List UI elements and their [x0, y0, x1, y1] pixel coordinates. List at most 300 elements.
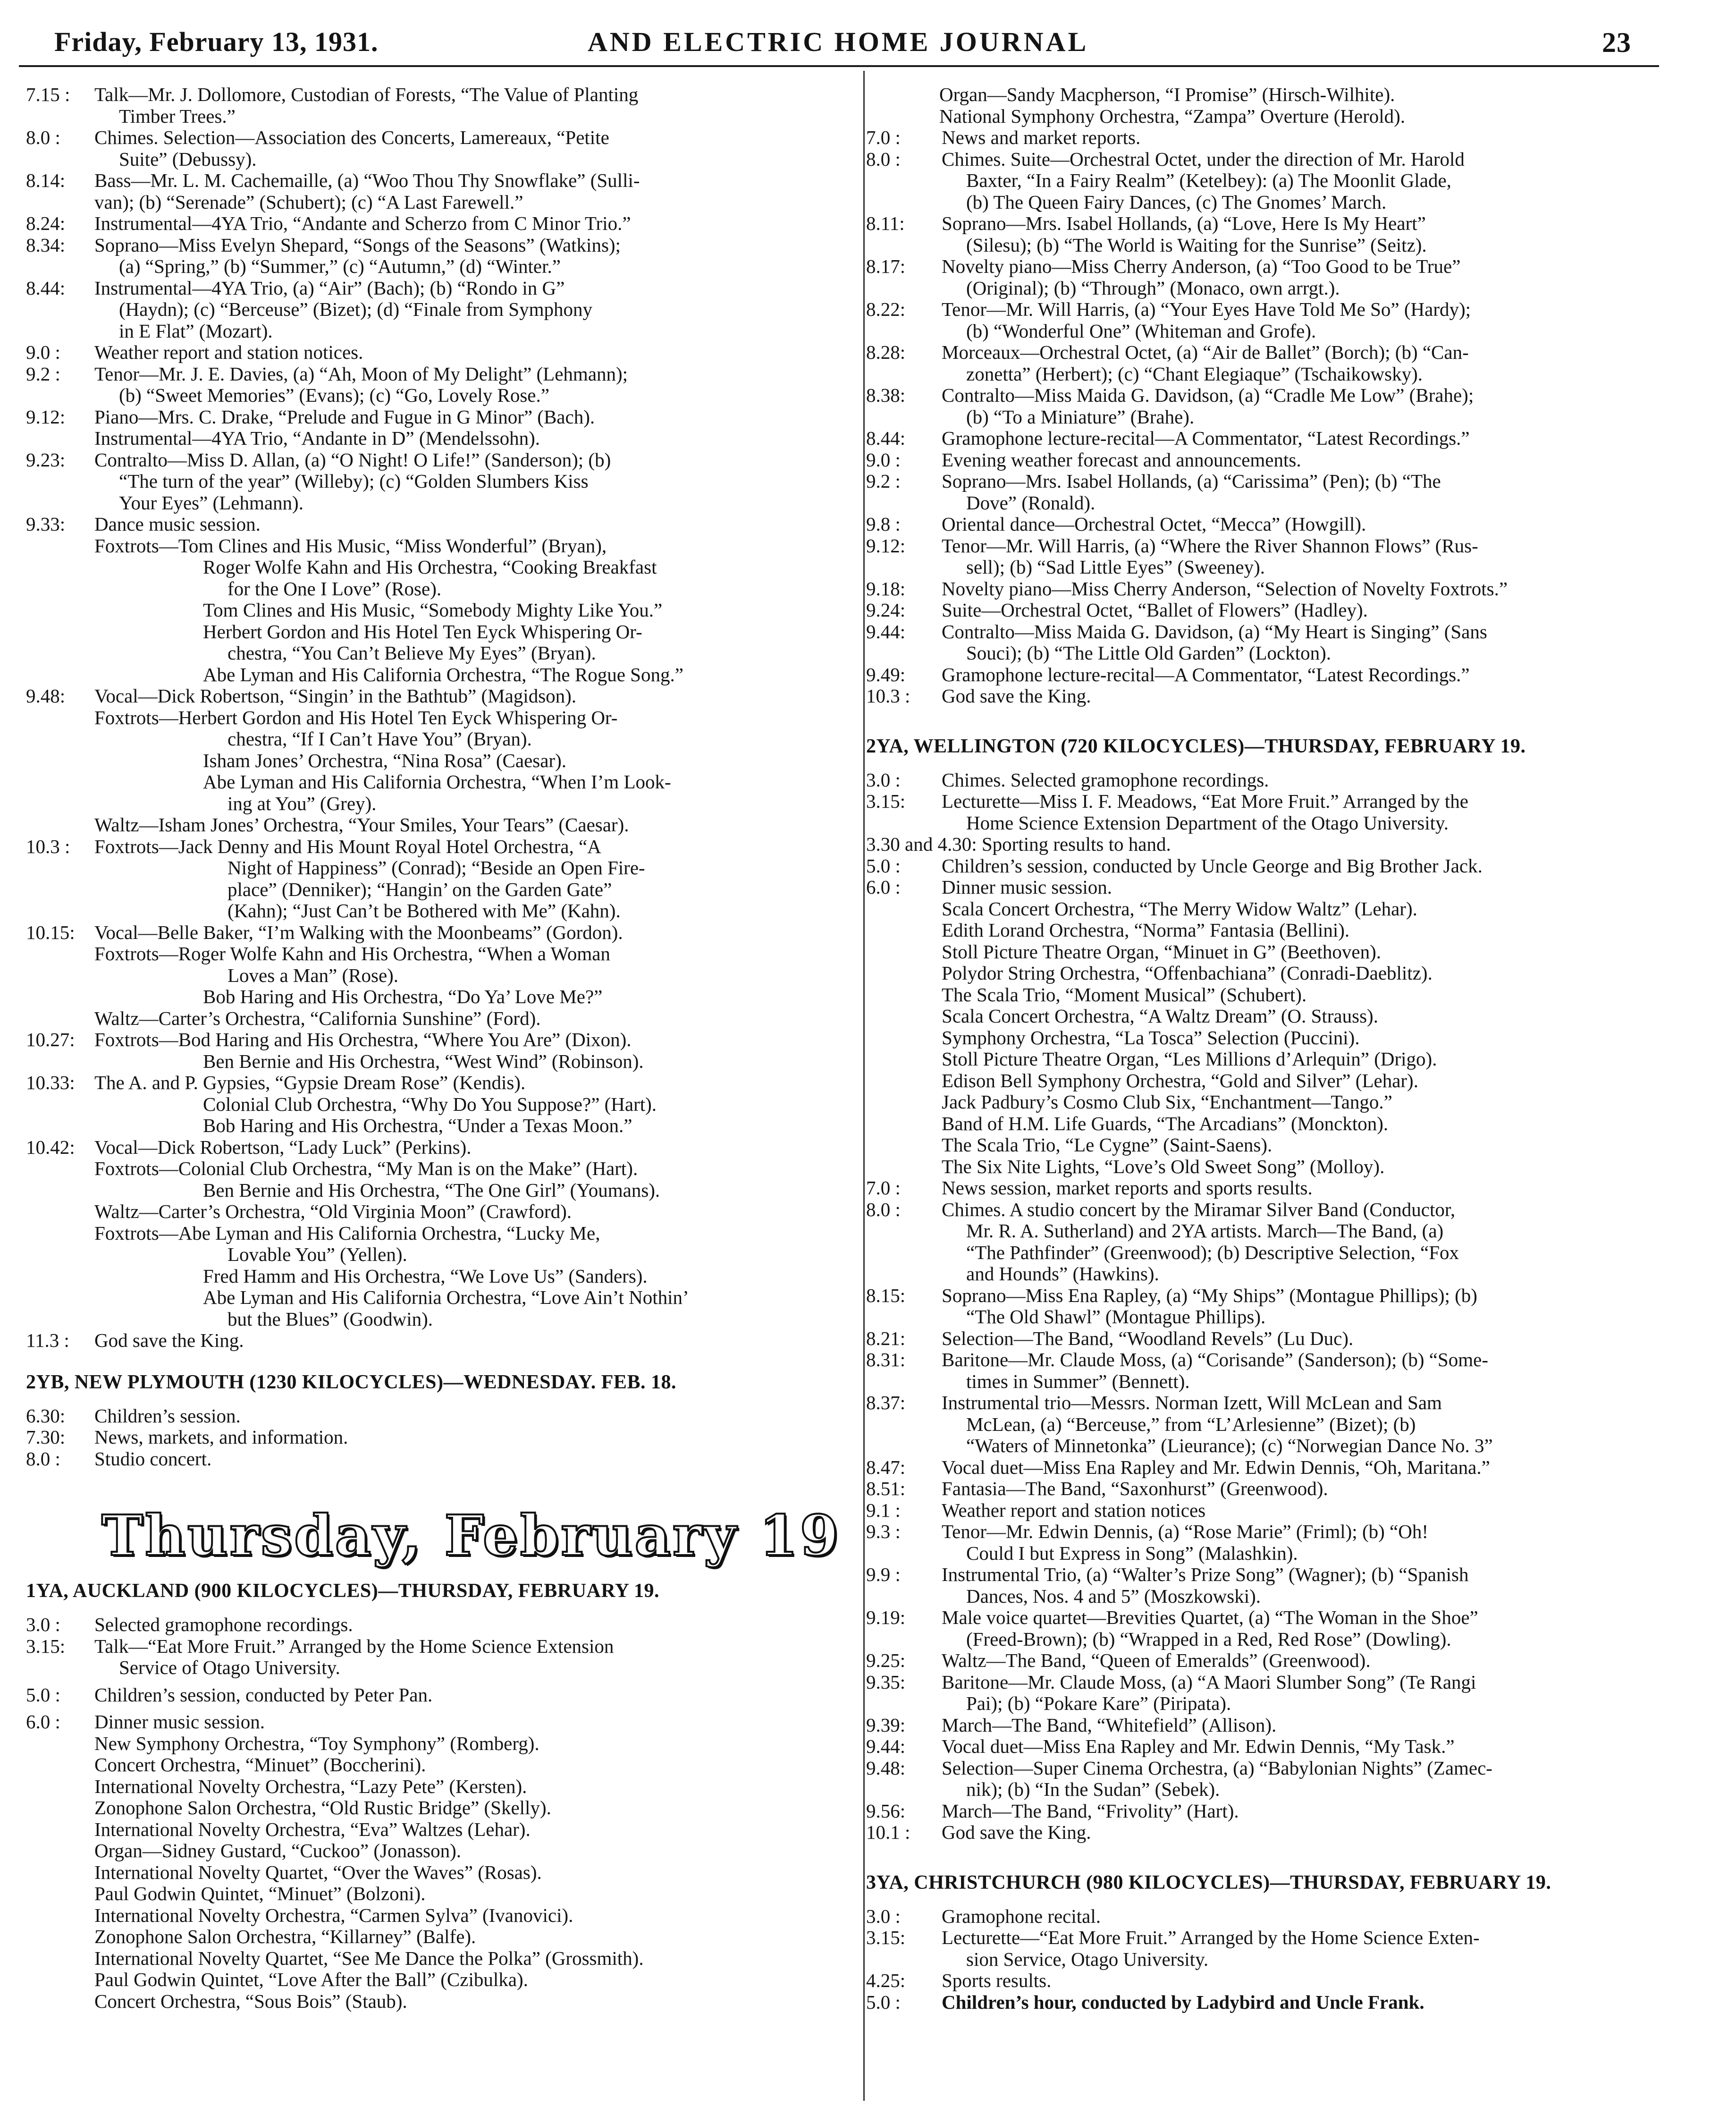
program-line: nik); (b) “In the Sudan” (Sebek).	[966, 1778, 1220, 1800]
program-line: and Hounds” (Hawkins).	[966, 1263, 1159, 1285]
program-line: International Novelty Orchestra, “Lazy Pete” (Kersten).	[94, 1775, 527, 1797]
program-entry	[866, 1736, 1650, 1758]
program-line: (Freed-Brown); (b) “Wrapped in a Red, Red Rose” (Dowling).	[966, 1628, 1451, 1650]
program-entry	[866, 621, 1650, 664]
program-line: in E Flat” (Mozart).	[119, 320, 273, 342]
program-description	[942, 1199, 1650, 1285]
program-line: Bob Haring and His Orchestra, “Do Ya’ Love Me?”	[203, 986, 603, 1007]
program-time: 9.44:	[866, 620, 910, 643]
program-description	[942, 1349, 1650, 1392]
program-time: 9.0 :	[866, 448, 906, 471]
program-time: 9.3 :	[866, 1521, 906, 1542]
program-line: Foxtrots—Colonial Club Orchestra, “My Man is on the Make” (Hart).	[94, 1158, 638, 1179]
program-time: 8.34:	[26, 234, 70, 256]
program-time: 9.12:	[26, 406, 70, 428]
program-entry	[866, 1715, 1650, 1736]
program-description	[94, 1405, 857, 1427]
program-line: The Six Nite Lights, “Love’s Old Sweet Song” (Molloy).	[942, 1155, 1385, 1177]
program-entry	[866, 1672, 1650, 1715]
program-line: Waltz—Carter’s Orchestra, “Old Virginia Moon” (Crawford).	[94, 1201, 572, 1222]
program-line: Vocal—Dick Robertson, “Singin’ in the Bathtub” (Magidson).	[94, 685, 577, 707]
program-line: Instrumental Trio, (a) “Walter’s Prize Song” (Wagner); (b) “Spanish	[942, 1564, 1469, 1585]
program-line: Could I but Express in Song” (Malashkin).	[966, 1542, 1298, 1564]
program-line: Loves a Man” (Rose).	[228, 964, 399, 986]
program-line: Service of Otago University.	[119, 1657, 340, 1678]
program-time: 9.8 :	[866, 513, 906, 535]
program-line: Pai); (b) “Pokare Kare” (Piripata).	[966, 1692, 1231, 1714]
program-line: Novelty piano—Miss Cherry Anderson, (a) “Too Good to be True”	[942, 255, 1461, 277]
program-line: Souci); (b) “The Little Old Garden” (Lockton).	[966, 642, 1331, 664]
program-entry	[866, 471, 1650, 514]
program-line: (b) “Sweet Memories” (Evans); (c) “Go, Lovely Rose.”	[119, 384, 549, 406]
program-line: Fred Hamm and His Orchestra, “We Love Us” (Sanders).	[203, 1265, 648, 1287]
program-time: 7.0 :	[866, 127, 906, 148]
program-description	[942, 342, 1650, 385]
program-entry	[866, 1500, 1650, 1522]
program-description	[942, 1500, 1650, 1522]
program-description	[942, 1285, 1650, 1328]
program-line: Instrumental—4YA Trio, “Andante in D” (Mendelssohn).	[94, 427, 540, 449]
program-line: Foxtrots—Tom Clines and His Music, “Miss Wonderful” (Bryan),	[94, 534, 607, 557]
program-line: Zonophone Salon Orchestra, “Old Rustic Bridge” (Skelly).	[94, 1797, 551, 1818]
program-entry	[866, 342, 1650, 385]
program-time: 8.47:	[866, 1456, 910, 1478]
program-description	[942, 769, 1650, 791]
spacer	[26, 1470, 857, 1503]
program-time: 9.0 :	[26, 341, 66, 363]
program-entry	[866, 1801, 1650, 1822]
spacer	[866, 758, 1650, 769]
program-time: 10.42:	[26, 1136, 80, 1158]
program-time: 9.49:	[866, 663, 910, 685]
program-description	[942, 1672, 1650, 1715]
spacer	[26, 1352, 857, 1370]
program-line: Waltz—Carter’s Orchestra, “California Sunshine” (Ford).	[94, 1007, 541, 1029]
program-time: 8.0 :	[26, 127, 66, 148]
program-line: Ben Bernie and His Orchestra, “West Wind” (Robinson).	[203, 1050, 644, 1072]
program-line: March—The Band, “Frivolity” (Hart).	[942, 1800, 1239, 1822]
program-time: 6.0 :	[866, 876, 906, 898]
program-time: 10.15:	[26, 921, 80, 943]
program-time: 7.0 :	[866, 1177, 906, 1199]
program-line: Abe Lyman and His California Orchestra, “Love Ain’t Nothin’	[203, 1286, 689, 1308]
program-line: Timber Trees.”	[119, 105, 236, 127]
program-time: 10.3 :	[866, 685, 915, 707]
program-time: 3.15:	[866, 790, 910, 812]
spacer	[26, 1569, 857, 1579]
program-time: 9.48:	[26, 685, 70, 707]
program-line: (Kahn); “Just Can’t be Bothered with Me” (Kahn).	[228, 900, 621, 922]
program-line: Gramophone lecture-recital—A Commentator, “Latest Recordings.”	[942, 427, 1470, 449]
program-line: Novelty piano—Miss Cherry Anderson, “Selection of Novelty Foxtrots.”	[942, 577, 1508, 600]
program-description	[942, 621, 1650, 664]
program-description	[94, 1636, 857, 1679]
program-description	[942, 877, 1650, 1177]
program-entry	[866, 1970, 1650, 1992]
program-time: 9.2 :	[866, 470, 906, 492]
program-entry	[26, 1137, 857, 1330]
program-time: 5.0 :	[26, 1683, 66, 1706]
program-description	[942, 1478, 1650, 1500]
program-time: 11.3 :	[26, 1329, 75, 1351]
program-line: Your Eyes” (Lehmann).	[119, 491, 303, 514]
program-line: Concert Orchestra, “Minuet” (Boccherini).	[94, 1754, 426, 1776]
program-line: Gramophone recital.	[942, 1905, 1101, 1927]
program-description	[94, 1330, 857, 1352]
spacer	[866, 1843, 1650, 1871]
program-time: 7.30:	[26, 1426, 70, 1448]
program-time: 8.51:	[866, 1478, 910, 1499]
program-line: Dance music session.	[94, 513, 261, 535]
program-line: Foxtrots—Bod Haring and His Orchestra, “Where You Are” (Dixon).	[94, 1029, 632, 1050]
program-time: 8.11:	[866, 212, 910, 234]
program-line: Waltz—The Band, “Queen of Emeralds” (Greenwood).	[942, 1649, 1371, 1671]
program-time: 10.33:	[26, 1072, 80, 1093]
program-line: Paul Godwin Quintet, “Minuet” (Bolzoni).	[94, 1883, 426, 1904]
program-time: 9.56:	[866, 1800, 910, 1822]
program-time: 3.0 :	[866, 769, 906, 791]
program-time: 9.19:	[866, 1607, 910, 1628]
program-line: The A. and P. Gypsies, “Gypsie Dream Rose” (Kendis).	[94, 1072, 526, 1093]
program-line: Foxtrots—Herbert Gordon and His Hotel Ten Eyck Whispering Or-	[94, 706, 618, 728]
program-description	[942, 1927, 1650, 1970]
program-entry	[866, 1328, 1650, 1350]
program-line: “Waters of Minnetonka” (Lieurance); (c) “Norwegian Dance No. 3”	[966, 1435, 1493, 1456]
program-entry	[866, 834, 1650, 855]
program-time: 10.1 :	[866, 1821, 915, 1843]
program-line: Selection—The Band, “Woodland Revels” (Lu Duc).	[942, 1327, 1354, 1349]
program-line: Morceaux—Orchestral Octet, (a) “Air de Ballet” (Borch); (b) “Can-	[942, 341, 1469, 363]
program-line: Isham Jones’ Orchestra, “Nina Rosa” (Caesar).	[203, 749, 566, 771]
program-entry	[26, 514, 857, 685]
program-time: 6.30:	[26, 1404, 70, 1427]
program-entry	[866, 299, 1650, 342]
program-description	[939, 84, 1650, 127]
program-entry	[866, 1285, 1650, 1328]
program-description	[942, 213, 1650, 256]
program-description	[942, 149, 1650, 213]
program-time: 8.22:	[866, 298, 910, 320]
program-description	[942, 1457, 1650, 1479]
program-line: Polydor String Orchestra, “Offenbachiana” (Conradi-Daeblitz).	[942, 962, 1433, 984]
program-time: 9.33:	[26, 513, 70, 535]
program-entry	[26, 685, 857, 836]
program-entry	[26, 1711, 857, 2012]
program-line: Tenor—Mr. Will Harris, (a) “Your Eyes Have Told Me So” (Hardy);	[942, 298, 1471, 320]
program-entry	[866, 1927, 1650, 1970]
program-description	[94, 1614, 857, 1636]
program-time: 8.0 :	[866, 1198, 906, 1220]
header-page-number: 23	[1602, 27, 1631, 58]
program-line: Tenor—Mr. Will Harris, (a) “Where the River Shannon Flows” (Rus-	[942, 534, 1478, 557]
program-description	[942, 1906, 1650, 1928]
program-entry	[866, 1177, 1650, 1199]
program-line: News session, market reports and sports results.	[942, 1177, 1313, 1199]
program-entry	[866, 428, 1650, 449]
program-line: Abe Lyman and His California Orchestra, “When I’m Look-	[203, 771, 671, 793]
program-line: (Haydn); (c) “Berceuse” (Bizet); (d) “Finale from Symphony	[119, 298, 592, 320]
program-line: Concert Orchestra, “Sous Bois” (Staub).	[94, 1990, 407, 2012]
program-line: Tenor—Mr. J. E. Davies, (a) “Ah, Moon of My Delight” (Lehmann);	[94, 363, 628, 385]
program-entry	[866, 855, 1650, 877]
program-time: 3.15:	[26, 1635, 70, 1657]
program-description	[94, 1427, 857, 1448]
program-description	[942, 1822, 1650, 1843]
program-line: Soprano—Mrs. Isabel Hollands, (a) “Carissima” (Pen); (b) “The	[942, 470, 1441, 492]
program-entry	[866, 1758, 1650, 1801]
program-line: Soprano—Mrs. Isabel Hollands, (a) “Love, Here Is My Heart”	[942, 212, 1426, 234]
program-description	[942, 1607, 1650, 1650]
program-line: Soprano—Miss Ena Rapley, (a) “My Ships” (Montague Phillips); (b)	[942, 1284, 1477, 1306]
program-description	[942, 578, 1650, 600]
program-line: Baritone—Mr. Claude Moss, (a) “A Maori Slumber Song” (Te Rangi	[942, 1671, 1476, 1693]
program-entry	[26, 170, 857, 213]
program-line: Chimes. Selected gramophone recordings.	[942, 769, 1269, 791]
program-line: Colonial Club Orchestra, “Why Do You Suppose?” (Hart).	[203, 1093, 657, 1115]
program-line: Sporting results to hand.	[981, 833, 1171, 855]
program-entry	[866, 664, 1650, 686]
program-time: 9.35:	[866, 1671, 910, 1693]
program-time: 8.28:	[866, 341, 910, 363]
program-entry	[26, 1614, 857, 1636]
program-description	[94, 127, 857, 170]
program-description	[94, 1684, 857, 1706]
program-time: 3.30 and 4.30:	[866, 833, 982, 855]
program-line: chestra, “If I Can’t Have You” (Bryan).	[228, 728, 532, 750]
program-line: Night of Happiness” (Conrad); “Beside an Open Fire-	[228, 857, 645, 879]
program-description	[942, 256, 1650, 299]
program-line: Roger Wolfe Kahn and His Orchestra, “Cooking Breakfast	[203, 556, 657, 578]
program-line: Dances, Nos. 4 and 5” (Moszkowski).	[966, 1585, 1261, 1607]
program-line: Foxtrots—Jack Denny and His Mount Royal Hotel Orchestra, “A	[94, 835, 601, 857]
program-entry	[26, 922, 857, 1030]
program-line: “The Old Shawl” (Montague Phillips).	[966, 1306, 1266, 1328]
program-entry	[26, 406, 857, 449]
program-line: McLean, (a) “Berceuse,” from “L’Arlesienne” (Bizet); (b)	[966, 1413, 1416, 1435]
program-line: Suite” (Debussy).	[119, 148, 257, 170]
program-description	[942, 1392, 1650, 1457]
program-description	[94, 84, 857, 127]
program-entry	[866, 1521, 1650, 1564]
day-title: Thursday, February 19	[101, 1503, 841, 1568]
program-line: Baxter, “In a Fairy Realm” (Ketelbey): (a) The Moonlit Glade,	[966, 169, 1451, 191]
program-entry	[866, 1607, 1650, 1650]
program-line: National Symphony Orchestra, “Zampa” Overture (Herold).	[939, 105, 1406, 127]
program-time: 8.24:	[26, 212, 70, 234]
program-line: Tom Clines and His Music, “Somebody Mighty Like You.”	[203, 599, 663, 621]
program-entry	[866, 514, 1650, 535]
program-line: Weather report and station notices	[942, 1499, 1206, 1521]
program-entry	[26, 1684, 857, 1706]
program-time: 8.0 :	[26, 1447, 66, 1470]
right-column	[866, 84, 1650, 2013]
program-description	[942, 664, 1650, 686]
program-description	[942, 1521, 1650, 1564]
program-entry	[26, 278, 857, 342]
program-entry	[866, 685, 1650, 707]
program-time: 4.25:	[866, 1970, 910, 1991]
program-description	[94, 1137, 857, 1330]
program-time: 8.44:	[866, 427, 910, 449]
program-line: Piano—Mrs. C. Drake, “Prelude and Fugue in G Minor” (Bach).	[94, 406, 595, 428]
program-description	[942, 1715, 1650, 1736]
program-entry	[866, 578, 1650, 600]
program-description	[94, 1711, 857, 2012]
program-time: 9.44:	[866, 1735, 910, 1757]
program-line: International Novelty Orchestra, “Carmen Sylva” (Ivanovici).	[94, 1904, 573, 1926]
program-description	[942, 1736, 1650, 1758]
program-line: (a) “Spring,” (b) “Summer,” (c) “Autumn,” (d) “Winter.”	[119, 255, 561, 277]
program-description	[942, 1564, 1650, 1607]
program-entry	[866, 1478, 1650, 1500]
program-line: Symphony Orchestra, “La Tosca” Selection (Puccini).	[942, 1026, 1360, 1049]
program-description	[942, 1328, 1650, 1350]
program-time: 10.3 :	[26, 835, 75, 857]
left-column	[26, 84, 857, 2012]
program-line: Studio concert.	[94, 1447, 212, 1470]
program-line: Vocal—Belle Baker, “I’m Walking with the Moonbeams” (Gordon).	[94, 921, 623, 943]
program-line: Contralto—Miss Maida G. Davidson, (a) “My Heart is Singing” (Sans	[942, 620, 1487, 643]
program-description	[94, 1072, 857, 1137]
program-line: (b) The Queen Fairy Dances, (c) The Gnomes’ March.	[966, 191, 1387, 213]
program-entry	[866, 1650, 1650, 1672]
program-line: Children’s session, conducted by Uncle George and Big Brother Jack.	[942, 854, 1483, 877]
program-line: Baritone—Mr. Claude Moss, (a) “Corisande” (Sanderson); (b) “Some-	[942, 1349, 1488, 1370]
spacer	[26, 1603, 857, 1614]
program-entry	[26, 1029, 857, 1072]
program-line: Instrumental trio—Messrs. Norman Izett, Will McLean and Sam	[942, 1392, 1442, 1413]
spacer	[866, 707, 1650, 735]
program-line: place” (Denniker); “Hangin’ on the Garden Gate”	[228, 878, 612, 900]
program-line: Stoll Picture Theatre Organ, “Minuet in G” (Beethoven).	[942, 940, 1381, 963]
program-line: News, markets, and information.	[94, 1426, 348, 1448]
program-description	[94, 836, 857, 922]
program-description	[942, 385, 1650, 428]
station-heading: 2YB, NEW PLYMOUTH (1230 KILOCYCLES)—WEDNESDAY. FEB. 18.	[26, 1371, 676, 1393]
station-heading: 2YA, WELLINGTON (720 KILOCYCLES)—THURSDAY, FEBRUARY 19.	[866, 735, 1526, 757]
program-entry	[866, 1992, 1650, 2013]
program-description	[942, 299, 1650, 342]
program-line: God save the King.	[94, 1329, 244, 1351]
program-description	[94, 213, 857, 235]
program-description	[94, 342, 857, 364]
program-description	[942, 535, 1650, 578]
program-line: Herbert Gordon and His Hotel Ten Eyck Whispering Or-	[203, 620, 642, 643]
program-entry	[866, 149, 1650, 213]
program-line: News and market reports.	[942, 127, 1141, 148]
program-description	[942, 685, 1650, 707]
program-description	[94, 1029, 857, 1072]
program-description	[94, 364, 857, 406]
program-line: Organ—Sidney Gustard, “Cuckoo” (Jonasson).	[94, 1840, 461, 1861]
program-description	[942, 1177, 1650, 1199]
program-line: Children’s session.	[94, 1404, 241, 1427]
program-description	[942, 449, 1650, 471]
program-line: (Silesu); (b) “The World is Waiting for the Sunrise” (Seitz).	[966, 234, 1427, 256]
program-line: Vocal duet—Miss Ena Rapley and Mr. Edwin Dennis, “Oh, Maritana.”	[942, 1456, 1490, 1478]
program-line: Lovable You” (Yellen).	[228, 1243, 407, 1265]
header-date: Friday, February 13, 1931.	[54, 26, 379, 57]
program-description	[94, 514, 857, 685]
spacer	[26, 1394, 857, 1405]
program-entry	[866, 600, 1650, 621]
program-time: 9.18:	[866, 577, 910, 600]
program-time: 9.48:	[866, 1757, 910, 1779]
program-line: zonetta” (Herbert); (c) “Chant Elegiaque” (Tschaikowsky).	[966, 363, 1423, 385]
program-entry	[26, 1072, 857, 1137]
program-line: Foxtrots—Abe Lyman and His California Orchestra, “Lucky Me,	[94, 1222, 600, 1244]
program-line: Tenor—Mr. Edwin Dennis, (a) “Rose Marie” (Friml); (b) “Oh!	[942, 1521, 1428, 1542]
program-line: Children’s hour, conducted by Ladybird and Uncle Frank.	[942, 1991, 1424, 2013]
program-description	[982, 834, 1650, 855]
program-time: 9.12:	[866, 534, 910, 557]
program-time: 9.24:	[866, 599, 910, 621]
program-entry	[26, 364, 857, 406]
program-time: 6.0 :	[26, 1711, 66, 1733]
program-line: The Scala Trio, “Moment Musical” (Schubert).	[942, 983, 1307, 1006]
program-line: times in Summer” (Bennett).	[966, 1370, 1190, 1392]
program-line: for the One I Love” (Rose).	[228, 577, 442, 600]
program-description	[942, 600, 1650, 621]
program-line: Abe Lyman and His California Orchestra, “The Rogue Song.”	[203, 663, 683, 685]
program-entry	[26, 235, 857, 278]
program-time: 5.0 :	[866, 1991, 906, 2013]
program-line: The Scala Trio, “Le Cygne” (Saint-Saens).	[942, 1134, 1273, 1156]
program-line: Mr. R. A. Sutherland) and 2YA artists. March—The Band, (a)	[966, 1220, 1444, 1242]
program-entry	[26, 84, 857, 127]
program-line: Jack Padbury’s Cosmo Club Six, “Enchantment—Tango.”	[942, 1091, 1392, 1113]
program-entry	[26, 1636, 857, 1679]
program-line: Waltz—Isham Jones’ Orchestra, “Your Smiles, Your Tears” (Caesar).	[94, 814, 629, 836]
program-line: March—The Band, “Whitefield” (Allison).	[942, 1714, 1277, 1736]
spacer	[26, 1679, 857, 1684]
program-line: Sports results.	[942, 1970, 1052, 1991]
program-line: Lecturette—“Eat More Fruit.” Arranged by the Home Science Exten-	[942, 1927, 1480, 1948]
program-description	[942, 1970, 1650, 1992]
header-journal-title: AND ELECTRIC HOME JOURNAL	[588, 26, 1089, 57]
program-line: Stoll Picture Theatre Organ, “Les Millions d’Arlequin” (Drigo).	[942, 1048, 1437, 1070]
program-entry	[866, 769, 1650, 791]
program-line: (b) “To a Miniature” (Brahe).	[966, 406, 1195, 428]
station-heading: 3YA, CHRISTCHURCH (980 KILOCYCLES)—THURSDAY, FEBRUARY 19.	[866, 1871, 1551, 1894]
program-line: Selected gramophone recordings.	[94, 1614, 353, 1635]
program-line: Talk—“Eat More Fruit.” Arranged by the Home Science Extension	[94, 1635, 614, 1657]
program-line: Suite—Orchestral Octet, “Ballet of Flowers” (Hadley).	[942, 599, 1368, 621]
program-time: 10.27:	[26, 1029, 80, 1050]
program-line: Edison Bell Symphony Orchestra, “Gold and Silver” (Lehar).	[942, 1069, 1418, 1091]
program-entry	[866, 1392, 1650, 1457]
program-entry	[26, 342, 857, 364]
program-entry	[866, 127, 1650, 149]
program-description	[94, 235, 857, 278]
program-line: Dove” (Ronald).	[966, 491, 1096, 514]
program-line: (Original); (b) “Through” (Monaco, own arrgt.).	[966, 277, 1340, 299]
program-line: Scala Concert Orchestra, “A Waltz Dream” (O. Strauss).	[942, 1005, 1378, 1027]
program-line: Lecturette—Miss I. F. Meadows, “Eat More Fruit.” Arranged by the	[942, 790, 1468, 812]
program-time: 8.17:	[866, 255, 910, 277]
program-line: International Novelty Quartet, “Over the Waves” (Rosas).	[94, 1861, 542, 1883]
program-description	[942, 428, 1650, 449]
program-description	[942, 471, 1650, 514]
program-time: 8.44:	[26, 277, 70, 299]
program-line: Ben Bernie and His Orchestra, “The One Girl” (Youmans).	[203, 1179, 660, 1201]
program-line: Organ—Sandy Macpherson, “I Promise” (Hirsch-Wilhite).	[939, 84, 1395, 105]
program-line: Chimes. Suite—Orchestral Octet, under the direction of Mr. Harold	[942, 148, 1465, 170]
program-entry	[26, 836, 857, 922]
program-time: 9.39:	[866, 1714, 910, 1736]
program-description	[942, 1758, 1650, 1801]
program-entry	[26, 1448, 857, 1470]
